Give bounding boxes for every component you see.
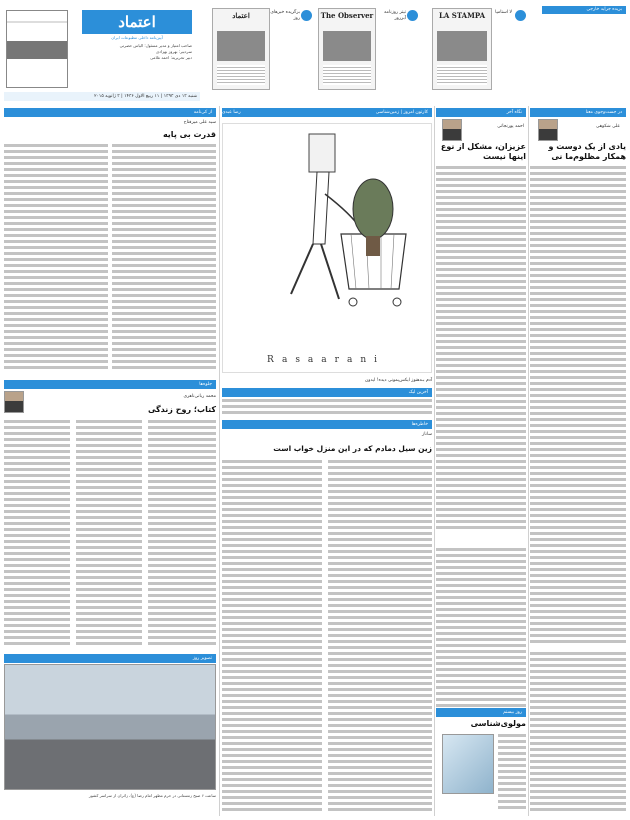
article-body [148,420,216,652]
article-body [498,734,526,814]
article-headline[interactable]: قدرت بی پایه [162,130,216,139]
press-masthead: اعتماد [232,11,250,20]
article-headline[interactable]: عزیزان، مشکل از نوع اینها نیست [440,142,526,161]
author-name: سید علی میرفتاح [183,120,216,125]
press-item[interactable] [422,4,626,99]
press-text-lines [217,65,265,85]
front-page-thumbnail [6,10,68,88]
staff-line: دبیر تحریریه: احمد غلامی [150,55,192,60]
press-masthead: The Observer [320,11,374,20]
section-header: خاطره‌ها [222,420,432,429]
author-name: علی شکوهی [595,124,620,129]
press-thumbnail [212,8,270,90]
article-body [4,144,108,372]
press-caption: تیتر روزنامه آبزرور [384,10,406,21]
press-caption: برگزیده خبرهای روز [270,10,300,21]
press-thumbnail [318,8,376,90]
section-header: از کی‌نامه [4,108,216,117]
section-header: کارتون امروز | زمین‌شناسی [222,108,432,117]
article-headline[interactable]: مولوی‌شناسی [470,719,526,728]
article-body [4,420,70,652]
section-header: تصویر روز [4,654,216,663]
article-body [112,144,216,372]
press-photo [437,31,487,61]
press-photo [323,31,371,61]
article-body [530,652,626,814]
dateline: شنبه ۱۳ دی ۱۳۹۳ | ۱۱ ربیع الاول ۱۴۳۶ | ۳ ژانویه ۲۰۱۵ [4,92,200,101]
column-divider [219,106,220,816]
cartoon-illustration [222,123,432,373]
article-subheading: ساناز [422,432,432,437]
column-divider [434,106,435,816]
newspaper-logo: اعتماد [118,13,156,31]
author-name: احمد پورنجاتی [497,124,524,129]
article-headline[interactable]: کتاب؛ روح زندگی [147,405,216,414]
section-header: نگاه آخر [436,108,526,117]
section-header: جلوه‌ها [4,380,216,389]
article-body [436,166,526,538]
article-body [530,166,626,646]
top-band [0,0,630,103]
article-body [76,420,142,652]
bullet-icon [515,10,526,21]
press-text-lines [437,65,487,85]
press-text-lines [323,65,371,85]
column-divider [528,106,529,816]
staff-line: صاحب امتیاز و مدیر مسئول: الیاس حضرتی [119,43,192,48]
shopping-cart-tree-drawing [221,124,431,374]
press-caption: لا استامپا [495,10,512,15]
article-body [328,460,432,814]
section-header: در جست‌وجوی معنا [530,108,626,117]
staff-list [82,43,192,61]
cartoonist-name: رضا عبدی [222,110,241,115]
masthead-tagline: آیین‌نامه داخلی مطبوعات ایران [111,35,163,40]
press-thumbnail [432,8,492,90]
rumi-illustration [442,734,494,794]
article-body [222,399,432,417]
press-item[interactable] [316,4,420,99]
cartoon-signature: Rasaarani [266,355,386,365]
section-header: آخرین لیک [222,388,432,397]
article-body [436,548,526,718]
masthead [2,4,202,99]
press-photo [217,31,265,61]
author-photo [538,119,558,141]
photo-caption: ساعت ۶ صبح زمستانی در حرم مطهر امام رضا (ع)، زائران از سراسر کشور [88,793,216,798]
press-masthead: LA STAMPA [438,11,486,20]
article-headline[interactable]: یادی از یک دوست و همکار مظلوم‌ما نی [548,142,626,161]
bullet-icon [407,10,418,21]
shrine-photo [4,664,216,790]
author-photo [442,119,462,141]
press-review-label: بریده جراید خارجی [542,6,626,14]
article-body [222,460,322,814]
bullet-icon [301,10,312,21]
section-header: روز بیستم [436,708,526,717]
press-item[interactable] [210,4,314,99]
article-headline[interactable]: زین سیل دمادم که در این منزل خواب است [273,444,432,453]
cartoon-caption: آدم بـه‌هنوز ایکس‌یمونی دیده! ایدون [364,378,432,383]
author-name: محمد ربانی‌ناهری [183,394,216,399]
staff-line: سردبیر: بهروز بهزادی [156,49,192,54]
